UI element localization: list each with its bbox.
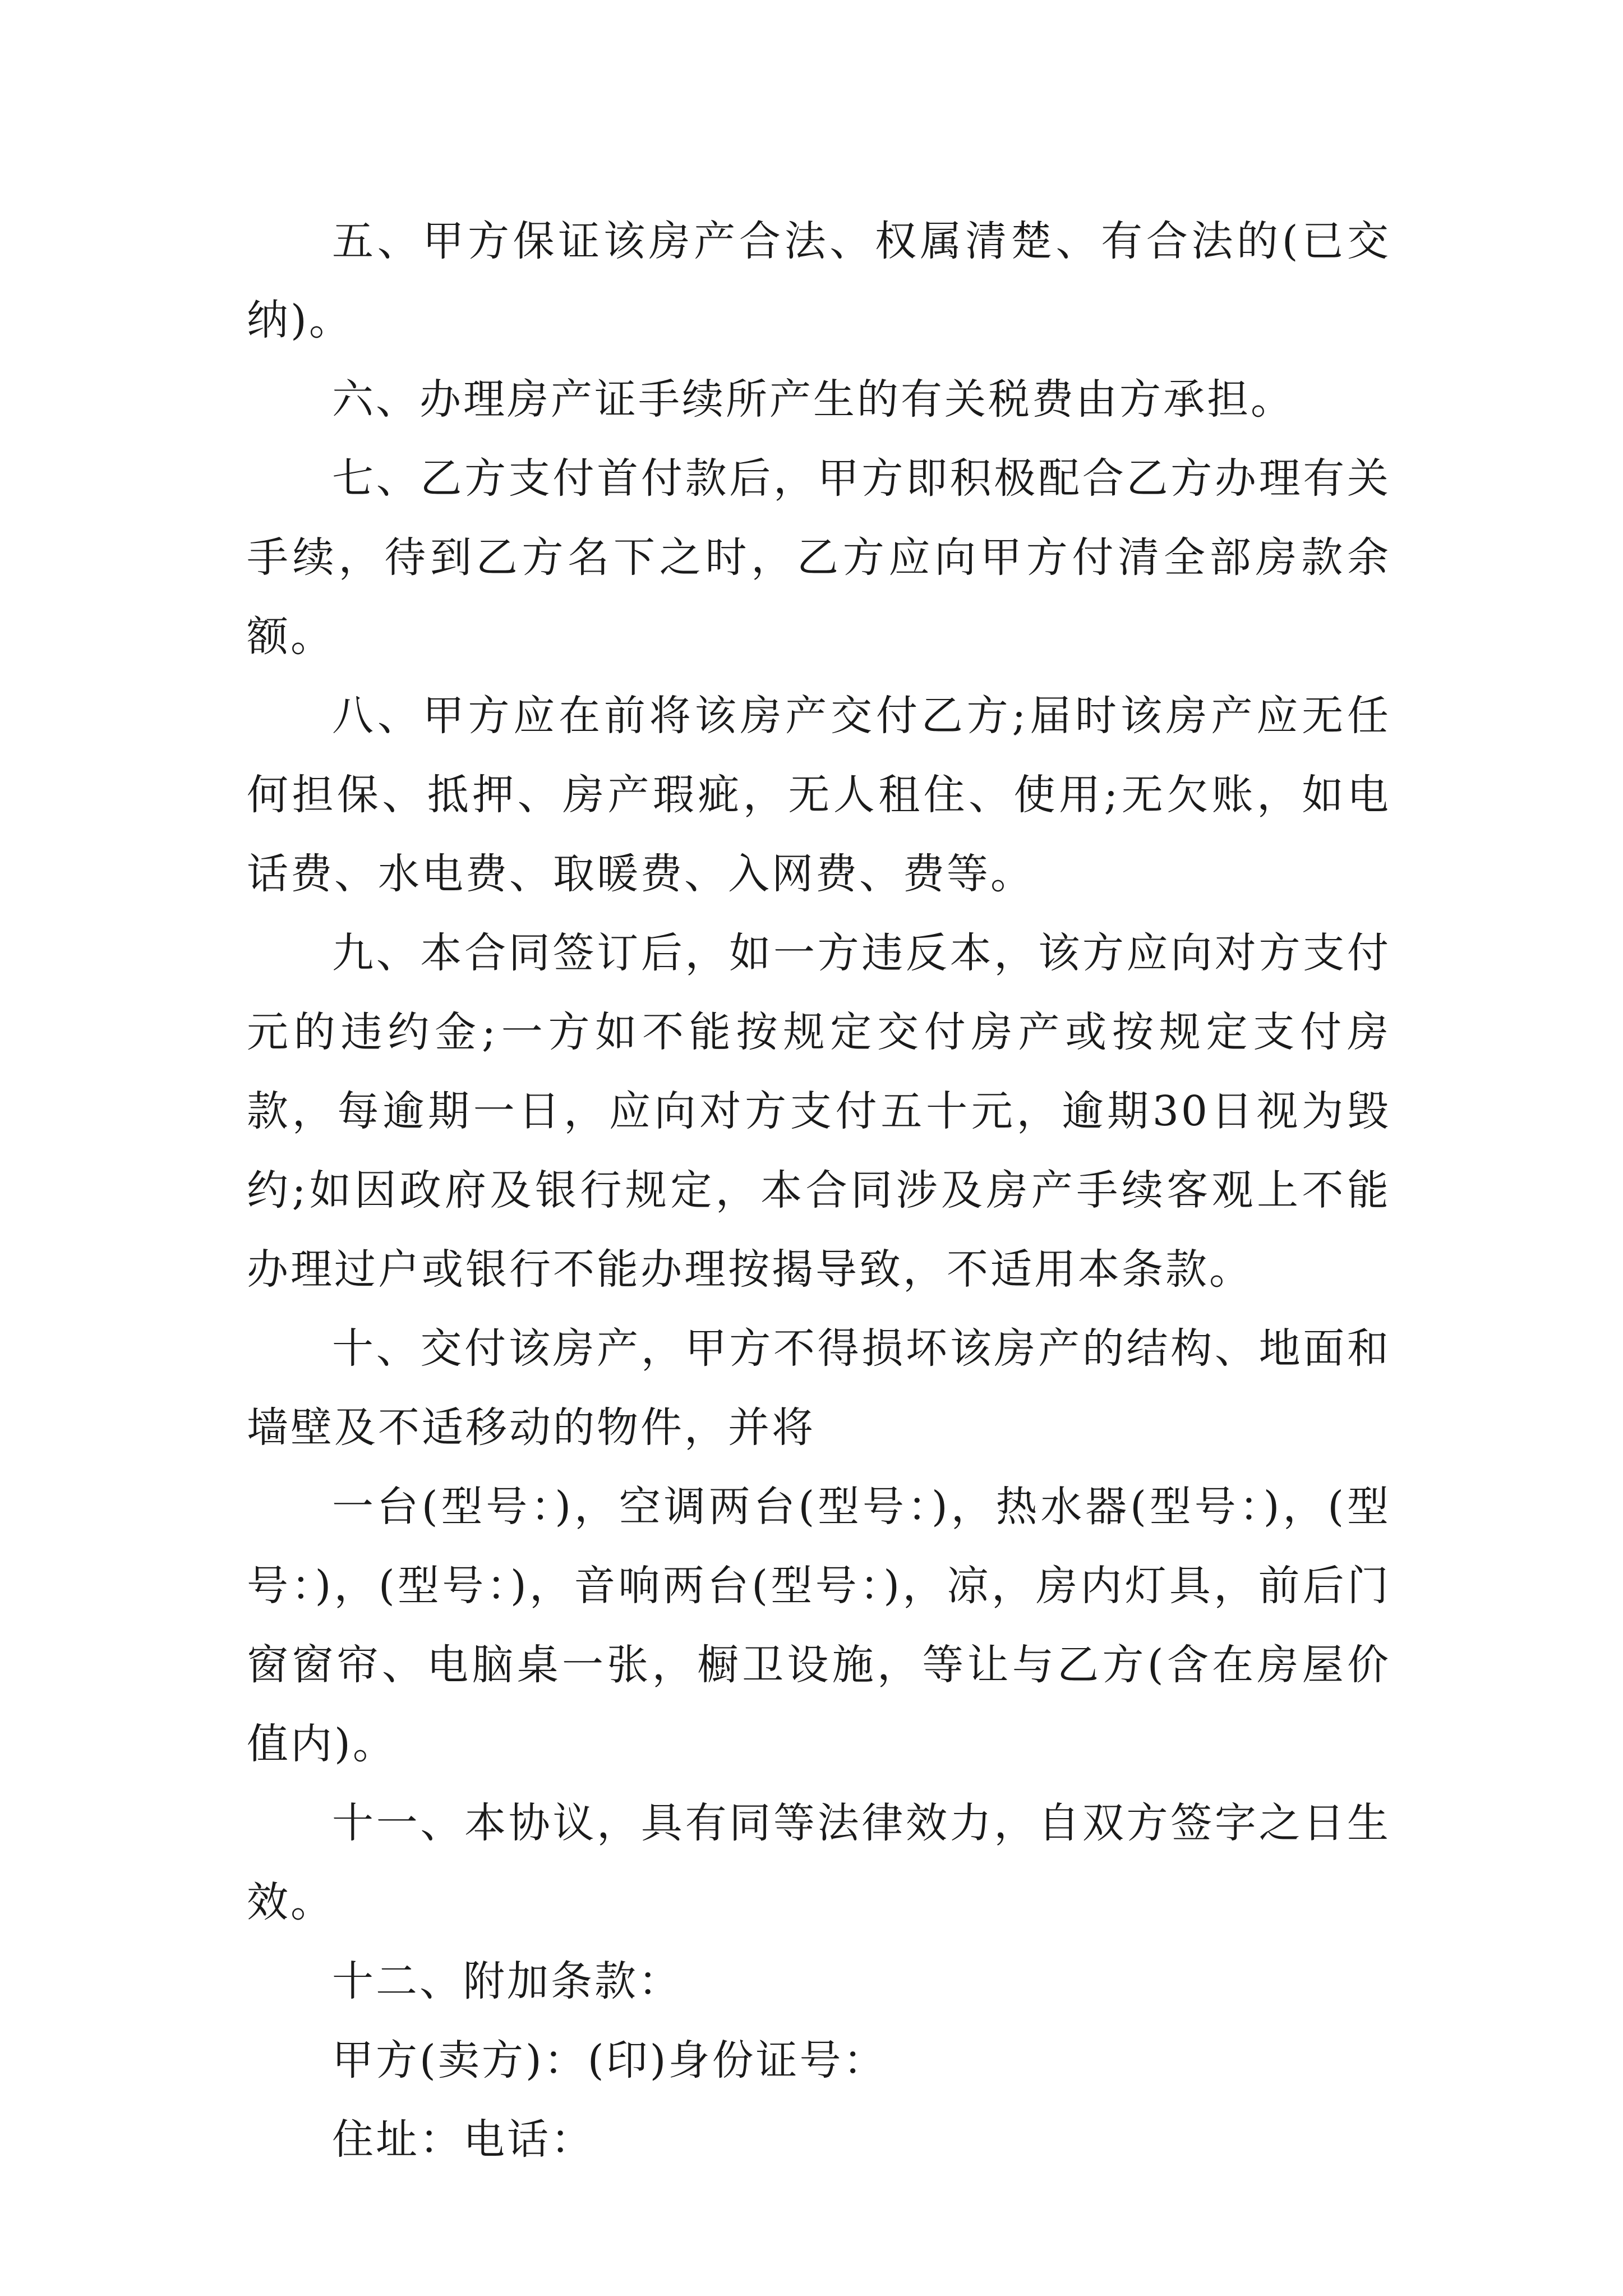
clause-12: 十二、附加条款： [332,1957,682,2005]
clause-7: 七、乙方支付首付款后，甲方即积极配合乙方办理有关手续，待到乙方名下之时，乙方应向甲方付清全部房款余额。 [247,454,1391,661]
clause-8: 八、甲方应在前将该房产交付乙方;届时该房产应无任何担保、抵押、房产瑕疵，无人租住、使用;无欠账，如电话费、水电费、取暖费、入网费、费等。 [247,692,1391,898]
clause-10: 十、交付该房产，甲方不得损坏该房产的结构、地面和墙壁及不适移动的物件，并将 [247,1324,1391,1452]
clause-9: 九、本合同签订后，如一方违反本，该方应向对方支付元的违约金;一方如不能按规定交付房产或按规定支付房款，每逾期一日，应向对方支付五十元，逾期30日视为毁约;如因政府及银行规定，本合同涉及房产手续客观上不能办理过户或银行不能办理按揭导致，不适用本条款。 [247,929,1391,1294]
clause-11: 十一、本协议，具有同等法律效力，自双方签字之日生效。 [247,1799,1391,1926]
clause-5: 五、甲方保证该房产合法、权属清楚、有合法的(已交纳)。 [247,217,1391,344]
document-body [247,202,1391,2179]
party-a-signature-line: 甲方(卖方)：(印)身份证号： [332,2036,887,2085]
party-a-address-line: 住址：电话： [332,2115,594,2164]
clause-6: 六、办理房产证手续所产生的有关税费由方承担。 [332,375,1294,424]
clause-10-items: 一台(型号：)，空调两台(型号：)，热水器(型号：)，(型号：)，(型号：)，音响两台(型号：)，凉，房内灯具，前后门窗窗帘、电脑桌一张，橱卫设施，等让与乙方(含在房屋价值内)。 [247,1483,1391,1768]
